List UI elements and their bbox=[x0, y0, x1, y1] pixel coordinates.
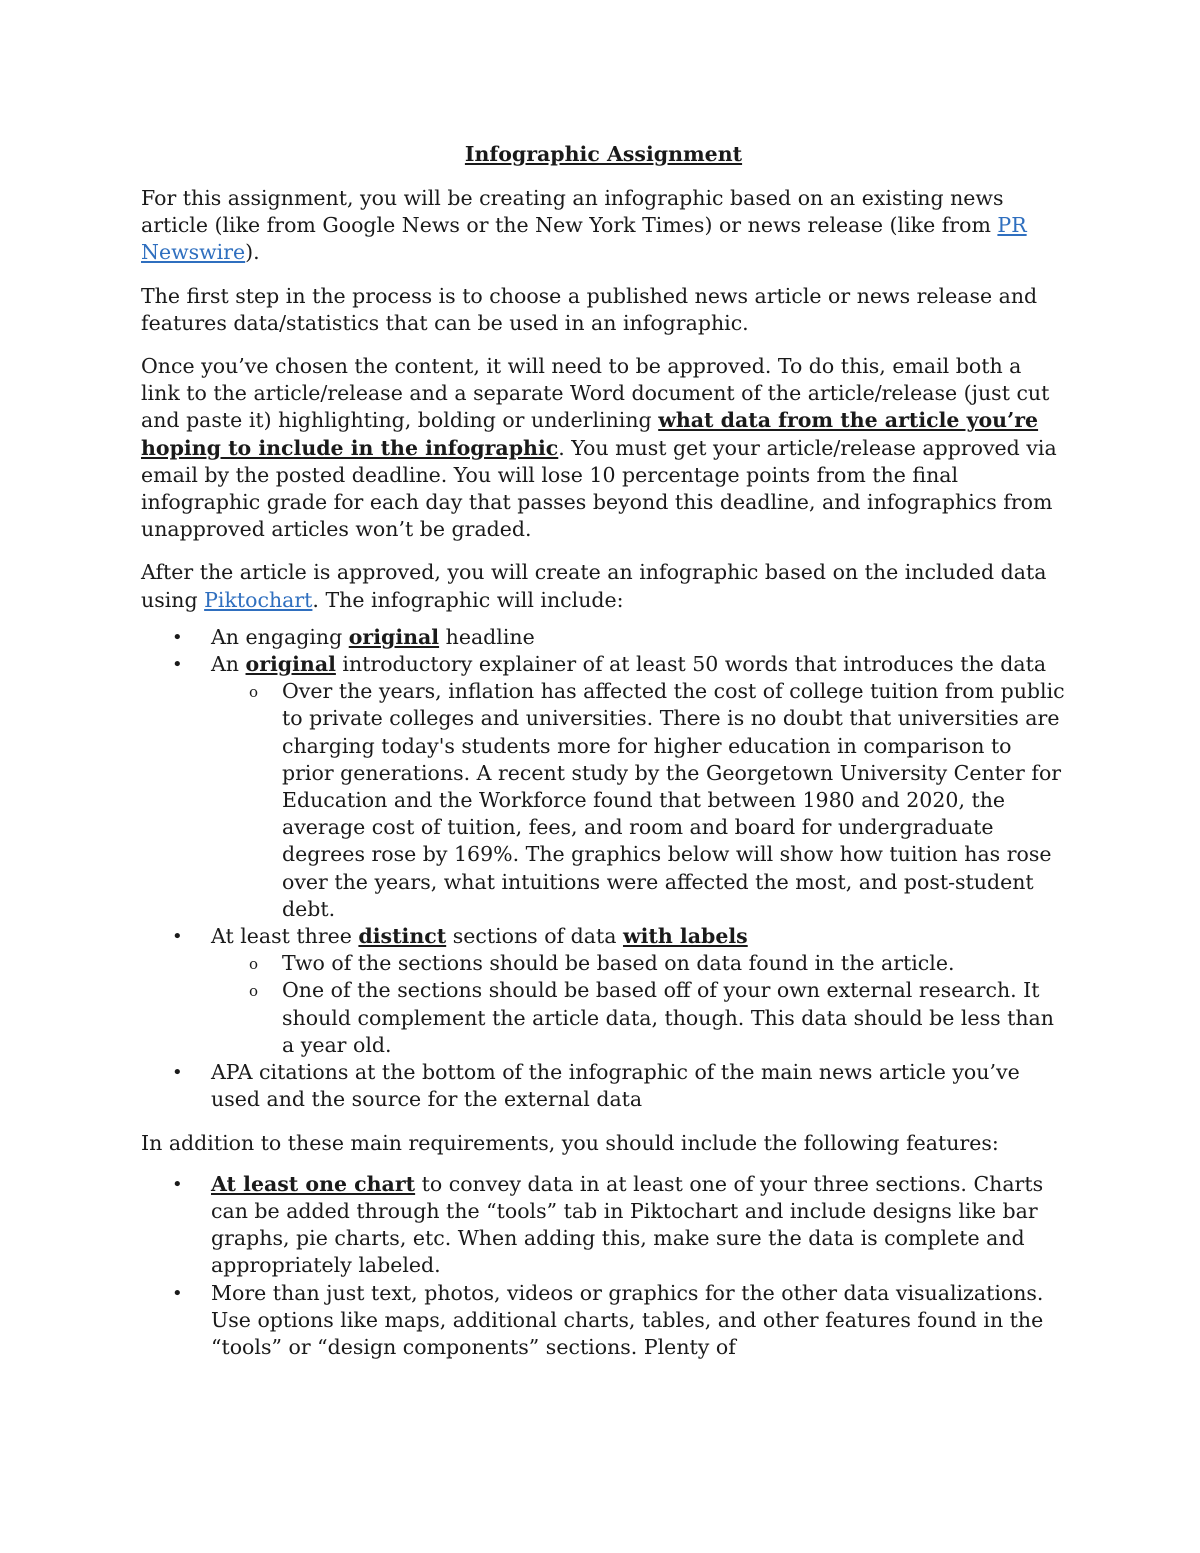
pr-newswire-link[interactable]: PR Newswire bbox=[141, 213, 1027, 265]
additional-features-intro: In addition to these main requirements, you should include the following features: bbox=[141, 1130, 999, 1155]
approval-paragraph: Once you’ve chosen the content, it will need to be approved. To do this, email both a link to the article/release and a separate Word document of the article/release (just cut and paste it) highlighting, bolding or underlining what data from the article you’re hoping to include in the infographic. You must get your article/release approved via email by the posted deadline. You will lose 10 percentage points from the final infographic grade for each day that passes beyond this deadline, and infographics from unapproved articles won’t be graded. bbox=[141, 354, 1057, 542]
list-item: • An original introductory explainer of at least 50 words that introduces the data o Over the years, inflation has affected the cost of college tuition from public to private colleges and universities. There is no doubt that universities are charging today's students more for higher education in comparison to prior generations. A recent study by the Georgetown University Center for Education and the Workforce found that between 1980 and 2020, the average cost of tuition, fees, and room and board for undergraduate degrees rose by 169%. The graphics below will show how tuition has rose over the years, what intuitions were affected the most, and post-student debt. bbox=[141, 651, 1066, 923]
bullet-icon: • bbox=[172, 1173, 183, 1195]
document-body bbox=[141, 138, 1066, 1377]
sample-explainer-text: Over the years, inflation has affected the cost of college tuition from public to private colleges and universities. There is no doubt that universities are charging today's students more for higher education in comparison to prior generations. A recent study by the Georgetown University Center for Education and the Workforce found that between 1980 and 2020, the average cost of tuition, fees, and room and board for undergraduate degrees rose by 169%. The graphics below will show how tuition has rose over the years, what intuitions were affected the most, and post-student debt. bbox=[282, 679, 1065, 921]
bullet-icon: • bbox=[172, 626, 183, 648]
sub-list-item: o Two of the sections should be based on data found in the article. bbox=[211, 950, 1066, 977]
list-item: • APA citations at the bottom of the infographic of the main news article you’ve used and the source for the external data bbox=[172, 1060, 1020, 1112]
bullet-icon: • bbox=[172, 1282, 183, 1304]
bullet-icon: • bbox=[172, 1062, 183, 1084]
step-one-paragraph: The first step in the process is to choose a published news article or news release and features data/statistics that can be used in an infographic. bbox=[141, 283, 1038, 335]
sub-list-item bbox=[211, 678, 1066, 923]
intro-paragraph: For this assignment, you will be creating an infographic based on an existing news article (like from Google News or the New York Times) or news release (like from PR Newswire). bbox=[141, 186, 1027, 265]
list-item: • At least one chart to convey data in at least one of your three sections. Charts can be added through the “tools” tab in Piktochart and include designs like bar graphs, pie charts, etc. When adding this, make sure the data is complete and appropriately labeled. bbox=[172, 1171, 1044, 1278]
bullet-icon: • bbox=[172, 654, 183, 676]
list-item: • At least three distinct sections of data with labels o Two of the sections should be based on data found in the article. o One of the sections should be based off of your own external research. It should complement the article data, though. This data should be less than a year old. bbox=[141, 923, 1066, 1059]
list-item: • An engaging original headline bbox=[141, 624, 1066, 651]
sub-bullet-icon: o bbox=[249, 982, 259, 1001]
list-item: • More than just text, photos, videos or graphics for the other data visualizations. Use options like maps, additional charts, tables, and other features found in the “tools” or “design components” sections. Plenty of bbox=[172, 1280, 1044, 1359]
piktochart-link[interactable]: Piktochart bbox=[204, 587, 313, 612]
approval-bold-text: what data from the article you’re hoping to include in the infographic bbox=[141, 408, 1039, 460]
features-list bbox=[141, 1171, 1066, 1361]
requirements-list bbox=[141, 624, 1066, 1114]
sub-list bbox=[211, 950, 1066, 1059]
sub-bullet-icon: o bbox=[249, 955, 259, 974]
after-approval-paragraph: After the article is approved, you will create an infographic based on the included data using Piktochart. The infographic will include: bbox=[141, 560, 1047, 612]
bullet-icon: • bbox=[172, 926, 183, 948]
sub-bullet-icon: o bbox=[249, 683, 259, 702]
page-title: Infographic Assignment bbox=[464, 142, 743, 166]
sub-list-item: o One of the sections should be based off of your own external research. It should complement the article data, though. This data should be less than a year old. bbox=[249, 978, 1054, 1057]
sub-list bbox=[211, 678, 1066, 923]
